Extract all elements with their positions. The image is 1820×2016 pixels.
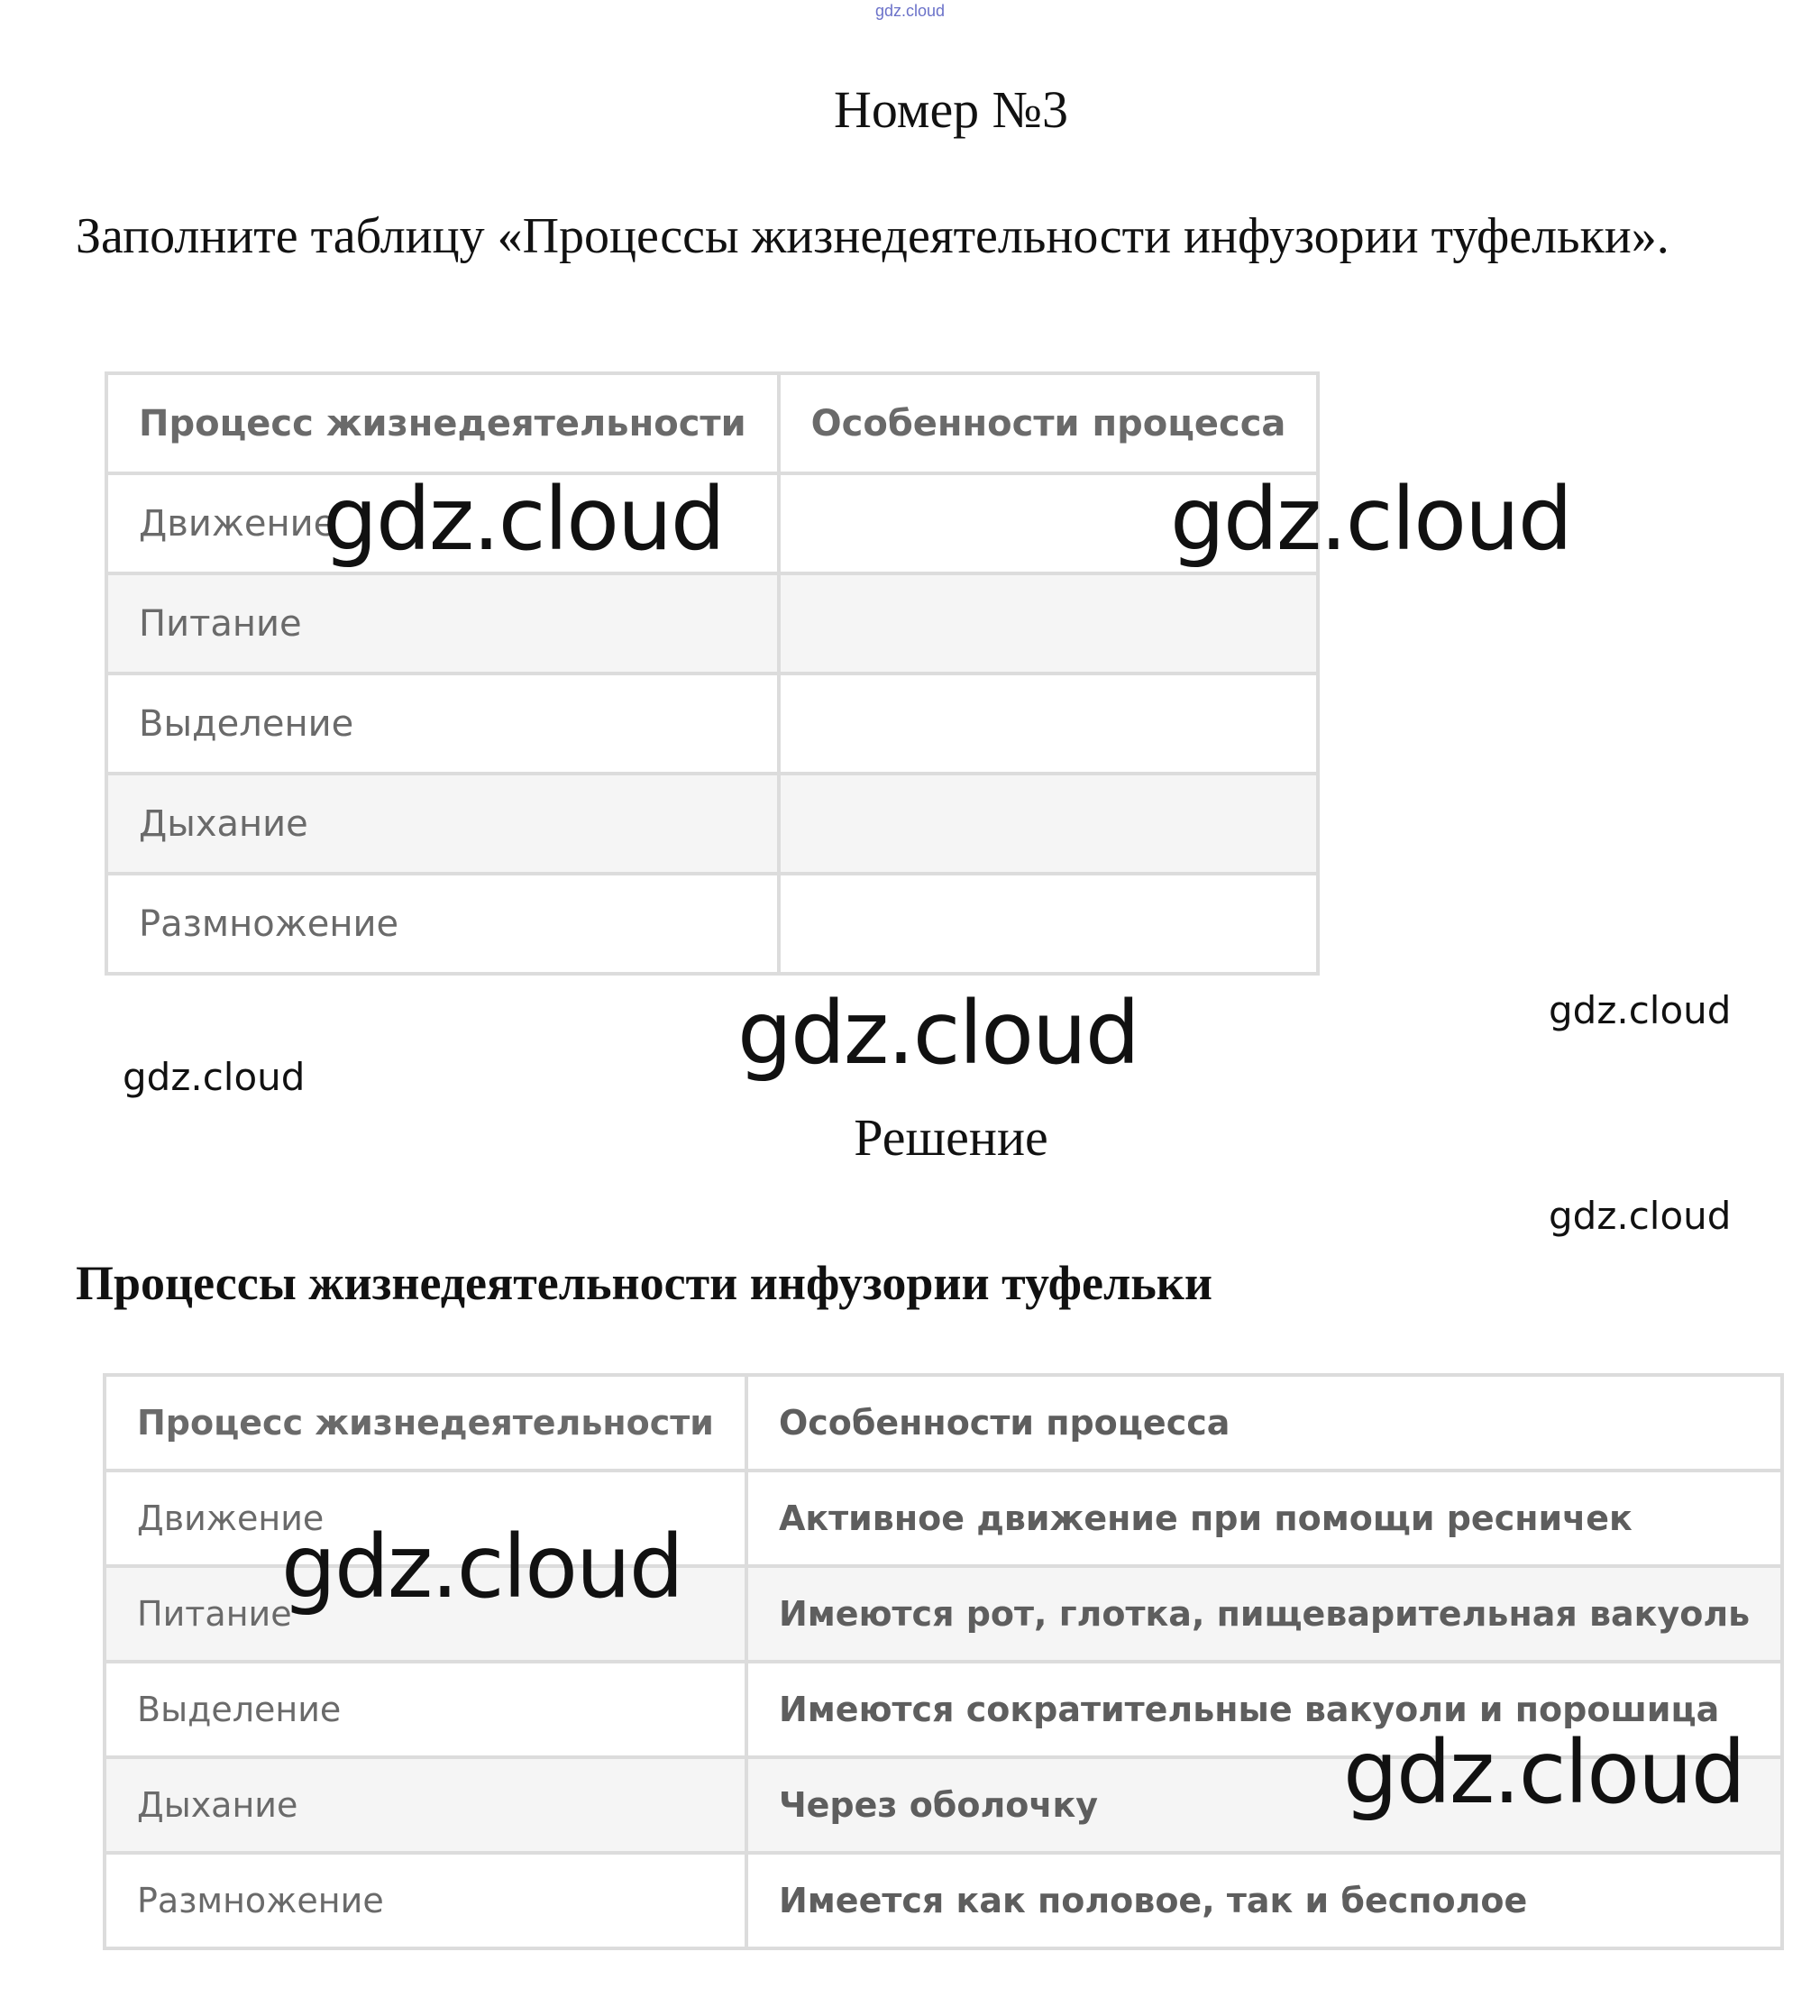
- table-row: [106, 874, 1318, 974]
- solution-table: [103, 1373, 1784, 1950]
- table-header-cell: Особенности процесса: [746, 1375, 1782, 1471]
- table-header-cell: Процесс жизнедеятельности: [106, 373, 779, 473]
- table-header-cell: Процесс жизнедеятельности: [105, 1375, 746, 1471]
- table-header-row: [106, 373, 1318, 473]
- table-cell: Питание: [105, 1566, 746, 1662]
- watermark: gdz.cloud: [281, 1517, 682, 1617]
- table-cell: Выделение: [106, 674, 779, 774]
- table-row: [105, 1853, 1782, 1948]
- watermark: gdz.cloud: [1343, 1722, 1744, 1823]
- watermark: gdz.cloud: [737, 983, 1139, 1084]
- watermark: gdz.cloud: [1549, 1194, 1732, 1238]
- table-cell: Дыхание: [105, 1757, 746, 1853]
- table-cell: Через оболочку: [746, 1757, 1782, 1853]
- table-cell: Питание: [106, 573, 779, 674]
- watermark: gdz.cloud: [123, 1055, 306, 1099]
- table-cell: [779, 874, 1319, 974]
- table-cell: [779, 774, 1319, 874]
- page-title: Номер №3: [833, 80, 1069, 139]
- table-cell: Выделение: [105, 1662, 746, 1757]
- solution-label: Решение: [854, 1108, 1048, 1167]
- solution-title: Процессы жизнедеятельности инфузории туфельки: [76, 1256, 1213, 1310]
- table-cell: [779, 573, 1319, 674]
- table-cell: Дыхание: [106, 774, 779, 874]
- table-header-row: [105, 1375, 1782, 1471]
- watermark: gdz.cloud: [1549, 988, 1732, 1032]
- table-cell: Имеются сократительные вакуоли и порошица: [746, 1662, 1782, 1757]
- site-mark: gdz.cloud: [874, 2, 946, 20]
- table-header-cell: Особенности процесса: [779, 373, 1319, 473]
- watermark: gdz.cloud: [323, 469, 724, 570]
- table-row: [106, 774, 1318, 874]
- table-cell: Имеются рот, глотка, пищеварительная вакуоль: [746, 1566, 1782, 1662]
- table-cell: Активное движение при помощи ресничек: [746, 1471, 1782, 1566]
- empty-table: [105, 371, 1320, 976]
- table-cell: Движение: [106, 473, 779, 573]
- watermark: gdz.cloud: [1170, 469, 1571, 570]
- table-cell: [779, 674, 1319, 774]
- table-row: [106, 674, 1318, 774]
- task-text: Заполните таблицу «Процессы жизнедеятельности инфузории туфельки».: [76, 208, 1669, 264]
- table-row: [106, 573, 1318, 674]
- table-cell: Движение: [105, 1471, 746, 1566]
- table-cell: Имеется как половое, так и бесполое: [746, 1853, 1782, 1948]
- table-cell: Размножение: [105, 1853, 746, 1948]
- table-cell: Размножение: [106, 874, 779, 974]
